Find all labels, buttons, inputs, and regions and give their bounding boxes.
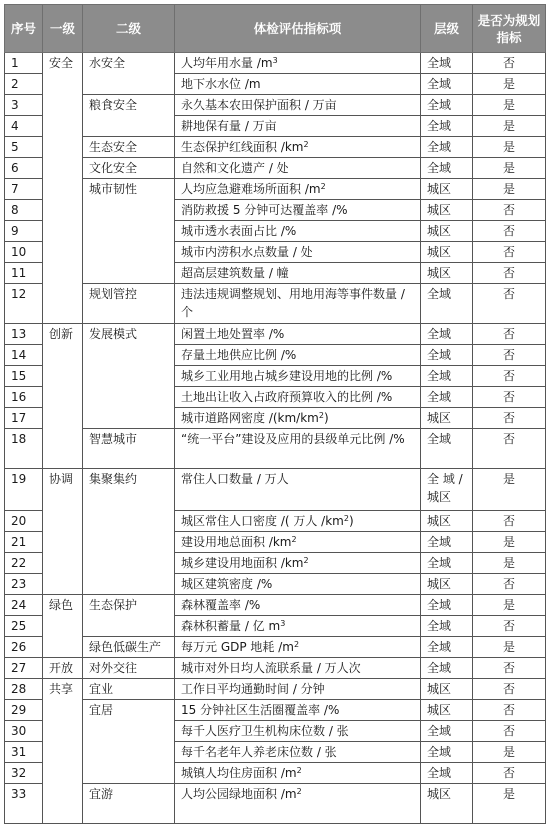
planning-flag-cell: 否 [473,616,546,637]
planning-flag-cell: 是 [473,742,546,763]
row-number: 5 [5,137,43,158]
table-row [5,158,546,179]
level2-cell: 发展模式 [83,324,175,429]
table-row [5,324,546,345]
planning-flag-cell: 否 [473,366,546,387]
indicator-text: 城市道路网密度 /(km/km [181,411,319,425]
indicator-superscript: 2 [291,535,297,544]
scope-cell: 全域 [421,53,473,74]
row-number: 16 [5,387,43,408]
table-row [5,637,546,658]
indicator-cell [175,116,421,137]
row-number: 27 [5,658,43,679]
level1-cell: 协调 [43,469,83,595]
indicator-text: 城乡建设用地面积 /km [181,556,304,570]
planning-flag-cell: 否 [473,345,546,366]
table-row [5,284,546,324]
scope-cell: 全域 [421,116,473,137]
row-number: 30 [5,721,43,742]
indicator-superscript: 2 [318,411,324,420]
planning-flag-cell: 是 [473,95,546,116]
indicator-cell [175,784,421,824]
planning-flag-cell: 否 [473,387,546,408]
indicator-cell [175,263,421,284]
table-header-row [5,5,546,53]
level2-cell: 宜业 [83,679,175,700]
indicator-cell [175,574,421,595]
scope-cell: 城区 [421,574,473,595]
scope-cell: 全域 [421,637,473,658]
planning-flag-cell: 是 [473,553,546,574]
indicator-superscript: 3 [272,56,278,65]
level2-cell: 规划管控 [83,284,175,324]
indicator-cell [175,637,421,658]
level2-cell: 智慧城市 [83,429,175,469]
scope-cell: 全域 [421,158,473,179]
indicator-cell [175,345,421,366]
indicator-text: 人均应急避难场所面积 /m [181,182,321,196]
level2-cell: 宜居 [83,700,175,784]
indicator-cell [175,679,421,700]
indicator-text: 地下水水位 /m [181,77,261,91]
planning-flag-cell: 是 [473,532,546,553]
planning-flag-cell: 是 [473,637,546,658]
table-row [5,179,546,200]
planning-flag-cell: 否 [473,284,546,324]
scope-cell: 全域 [421,532,473,553]
planning-flag-cell: 否 [473,763,546,784]
indicator-suffix: ) [348,514,354,528]
indicator-text: 城乡工业用地占城乡建设用地的比例 /% [181,369,393,383]
scope-cell: 全域 [421,137,473,158]
scope-cell: 城区 [421,263,473,284]
row-number: 25 [5,616,43,637]
indicator-superscript: 2 [320,182,326,191]
planning-flag-cell: 否 [473,324,546,345]
scope-cell: 全域 [421,284,473,324]
scope-cell: 全域 [421,658,473,679]
table-row [5,595,546,616]
row-number: 32 [5,763,43,784]
row-number: 23 [5,574,43,595]
scope-cell: 全域 [421,429,473,469]
indicator-cell [175,595,421,616]
indicator-text: 每千人医疗卫生机构床位数 / 张 [181,724,349,738]
indicator-text: 生态保护红线面积 /km [181,140,304,154]
indicator-cell [175,408,421,429]
indicator-text: 城市对外日均人流联系量 / 万人次 [181,661,361,675]
header-level1: 一级 [43,5,83,53]
indicator-text: “统一平台”建设及应用的县级单元比例 /% [181,432,405,446]
row-number: 26 [5,637,43,658]
planning-flag-cell: 否 [473,721,546,742]
indicator-text: 消防救援 5 分钟可达覆盖率 /% [181,203,348,217]
row-number: 24 [5,595,43,616]
row-number: 2 [5,74,43,95]
indicator-superscript: 2 [343,514,349,523]
indicator-text: 超高层建筑数量 / 幢 [181,266,289,280]
scope-cell: 城区 [421,700,473,721]
indicator-cell [175,742,421,763]
table-row [5,53,546,74]
header-indicator: 体检评估指标项 [175,5,421,53]
indicator-superscript: 2 [296,766,302,775]
scope-cell: 城区 [421,679,473,700]
indicator-cell [175,532,421,553]
scope-cell: 城区 [421,221,473,242]
table-row [5,469,546,511]
row-number: 3 [5,95,43,116]
scope-cell: 全域 [421,763,473,784]
indicator-text: 森林积蓄量 / 亿 m [181,619,281,633]
indicator-superscript: 2 [296,787,302,796]
indicator-text: 城市内涝积水点数量 / 处 [181,245,313,259]
planning-flag-cell: 是 [473,469,546,511]
planning-flag-cell: 否 [473,408,546,429]
planning-flag-cell: 否 [473,242,546,263]
planning-flag-cell: 否 [473,574,546,595]
level2-cell: 对外交往 [83,658,175,679]
indicator-text: 人均公园绿地面积 /m [181,787,297,801]
indicator-superscript: 2 [303,556,309,565]
indicator-text: 15 分钟社区生活圈覆盖率 /% [181,703,340,717]
table-row [5,658,546,679]
indicator-cell [175,387,421,408]
level2-cell: 集聚集约 [83,469,175,595]
planning-flag-cell: 是 [473,74,546,95]
row-number: 28 [5,679,43,700]
indicator-text: 每千名老年人养老床位数 / 张 [181,745,337,759]
table-row [5,95,546,116]
level2-cell: 绿色低碳生产 [83,637,175,658]
planning-flag-cell: 否 [473,679,546,700]
indicator-text: 耕地保有量 / 万亩 [181,119,277,133]
indicator-cell [175,429,421,469]
planning-flag-cell: 否 [473,53,546,74]
scope-cell: 全域 [421,74,473,95]
indicator-cell [175,721,421,742]
header-seq: 序号 [5,5,43,53]
indicator-cell [175,95,421,116]
indicator-text: 每万元 GDP 地耗 /m [181,640,294,654]
planning-flag-cell: 是 [473,116,546,137]
scope-cell: 城区 [421,179,473,200]
indicator-cell [175,511,421,532]
indicator-cell [175,74,421,95]
row-number: 33 [5,784,43,824]
indicator-cell [175,242,421,263]
indicator-cell [175,324,421,345]
indicator-cell [175,284,421,324]
indicator-text: 存量土地供应比例 /% [181,348,297,362]
row-number: 7 [5,179,43,200]
indicator-cell [175,616,421,637]
row-number: 10 [5,242,43,263]
indicator-cell [175,366,421,387]
row-number: 9 [5,221,43,242]
planning-flag-cell: 是 [473,784,546,824]
indicator-cell [175,137,421,158]
scope-cell: 全域 [421,387,473,408]
row-number: 13 [5,324,43,345]
row-number: 19 [5,469,43,511]
indicator-text: 城市透水表面占比 /% [181,224,297,238]
row-number: 21 [5,532,43,553]
scope-cell: 全域 [421,721,473,742]
scope-cell: 城区 [421,408,473,429]
indicator-text: 城镇人均住房面积 /m [181,766,297,780]
level2-cell: 文化安全 [83,158,175,179]
scope-cell: 城区 [421,511,473,532]
indicator-text: 人均年用水量 /m [181,56,273,70]
planning-flag-cell: 否 [473,221,546,242]
scope-cell: 全域 [421,553,473,574]
row-number: 14 [5,345,43,366]
scope-cell: 城区 [421,242,473,263]
indicator-cell [175,469,421,511]
indicator-text: 建设用地总面积 /km [181,535,292,549]
indicator-text: 闲置土地处置率 /% [181,327,285,341]
scope-cell: 城区 [421,784,473,824]
planning-flag-cell: 是 [473,179,546,200]
scope-cell: 全域 [421,345,473,366]
level1-cell: 绿色 [43,595,83,658]
indicator-text: 永久基本农田保护面积 / 万亩 [181,98,337,112]
planning-flag-cell: 否 [473,429,546,469]
planning-flag-cell: 是 [473,595,546,616]
indicator-cell [175,658,421,679]
planning-flag-cell: 否 [473,263,546,284]
table-row [5,429,546,469]
indicator-cell [175,179,421,200]
planning-flag-cell: 否 [473,200,546,221]
row-number: 29 [5,700,43,721]
level2-cell: 生态保护 [83,595,175,637]
indicator-suffix: ) [323,411,329,425]
scope-cell: 全域 [421,324,473,345]
scope-cell: 全域 [421,742,473,763]
row-number: 4 [5,116,43,137]
planning-flag-cell: 否 [473,511,546,532]
planning-flag-cell: 是 [473,158,546,179]
indicator-text: 城区建筑密度 /% [181,577,273,591]
table-row [5,784,546,824]
row-number: 31 [5,742,43,763]
scope-cell: 全域 [421,366,473,387]
level1-cell: 共享 [43,679,83,824]
planning-flag-cell: 是 [473,137,546,158]
level2-cell: 粮食安全 [83,95,175,137]
row-number: 22 [5,553,43,574]
scope-cell: 全域 [421,95,473,116]
scope-cell: 城区 [421,200,473,221]
indicator-text: 土地出让收入占政府预算收入的比例 /% [181,390,393,404]
indicator-superscript: 2 [293,640,300,649]
level1-cell: 开放 [43,658,83,679]
table-row [5,679,546,700]
indicator-cell [175,53,421,74]
planning-flag-cell: 否 [473,700,546,721]
table-row [5,700,546,721]
header-scope: 层级 [421,5,473,53]
indicator-table [4,4,546,824]
indicator-text: 城区常住人口密度 /( 万人 /km [181,514,344,528]
scope-cell: 全域 [421,616,473,637]
row-number: 12 [5,284,43,324]
indicator-cell [175,158,421,179]
indicator-cell [175,553,421,574]
row-number: 18 [5,429,43,469]
indicator-text: 工作日平均通勤时间 / 分钟 [181,682,325,696]
indicator-superscript: 3 [280,619,286,628]
row-number: 8 [5,200,43,221]
indicator-superscript: 2 [303,140,309,149]
level2-cell: 城市韧性 [83,179,175,284]
row-number: 15 [5,366,43,387]
indicator-text: 常住人口数量 / 万人 [181,472,289,486]
level2-cell: 生态安全 [83,137,175,158]
row-number: 11 [5,263,43,284]
table-row [5,137,546,158]
indicator-cell [175,221,421,242]
level1-cell: 创新 [43,324,83,469]
indicator-cell [175,700,421,721]
level1-cell: 安全 [43,53,83,324]
scope-cell: 全域 [421,595,473,616]
level2-cell: 宜游 [83,784,175,824]
level2-cell: 水安全 [83,53,175,95]
indicator-cell [175,200,421,221]
row-number: 1 [5,53,43,74]
indicator-text: 森林覆盖率 /% [181,598,261,612]
row-number: 6 [5,158,43,179]
indicator-text: 违法违规调整规划、用地用海等事件数量 / 个 [181,287,405,319]
row-number: 17 [5,408,43,429]
indicator-text: 自然和文化遗产 / 处 [181,161,289,175]
indicator-cell [175,763,421,784]
row-number: 20 [5,511,43,532]
header-level2: 二级 [83,5,175,53]
scope-cell: 全 域 / 城区 [421,469,473,511]
header-is-planning: 是否为规划指标 [473,5,546,53]
planning-flag-cell: 否 [473,658,546,679]
